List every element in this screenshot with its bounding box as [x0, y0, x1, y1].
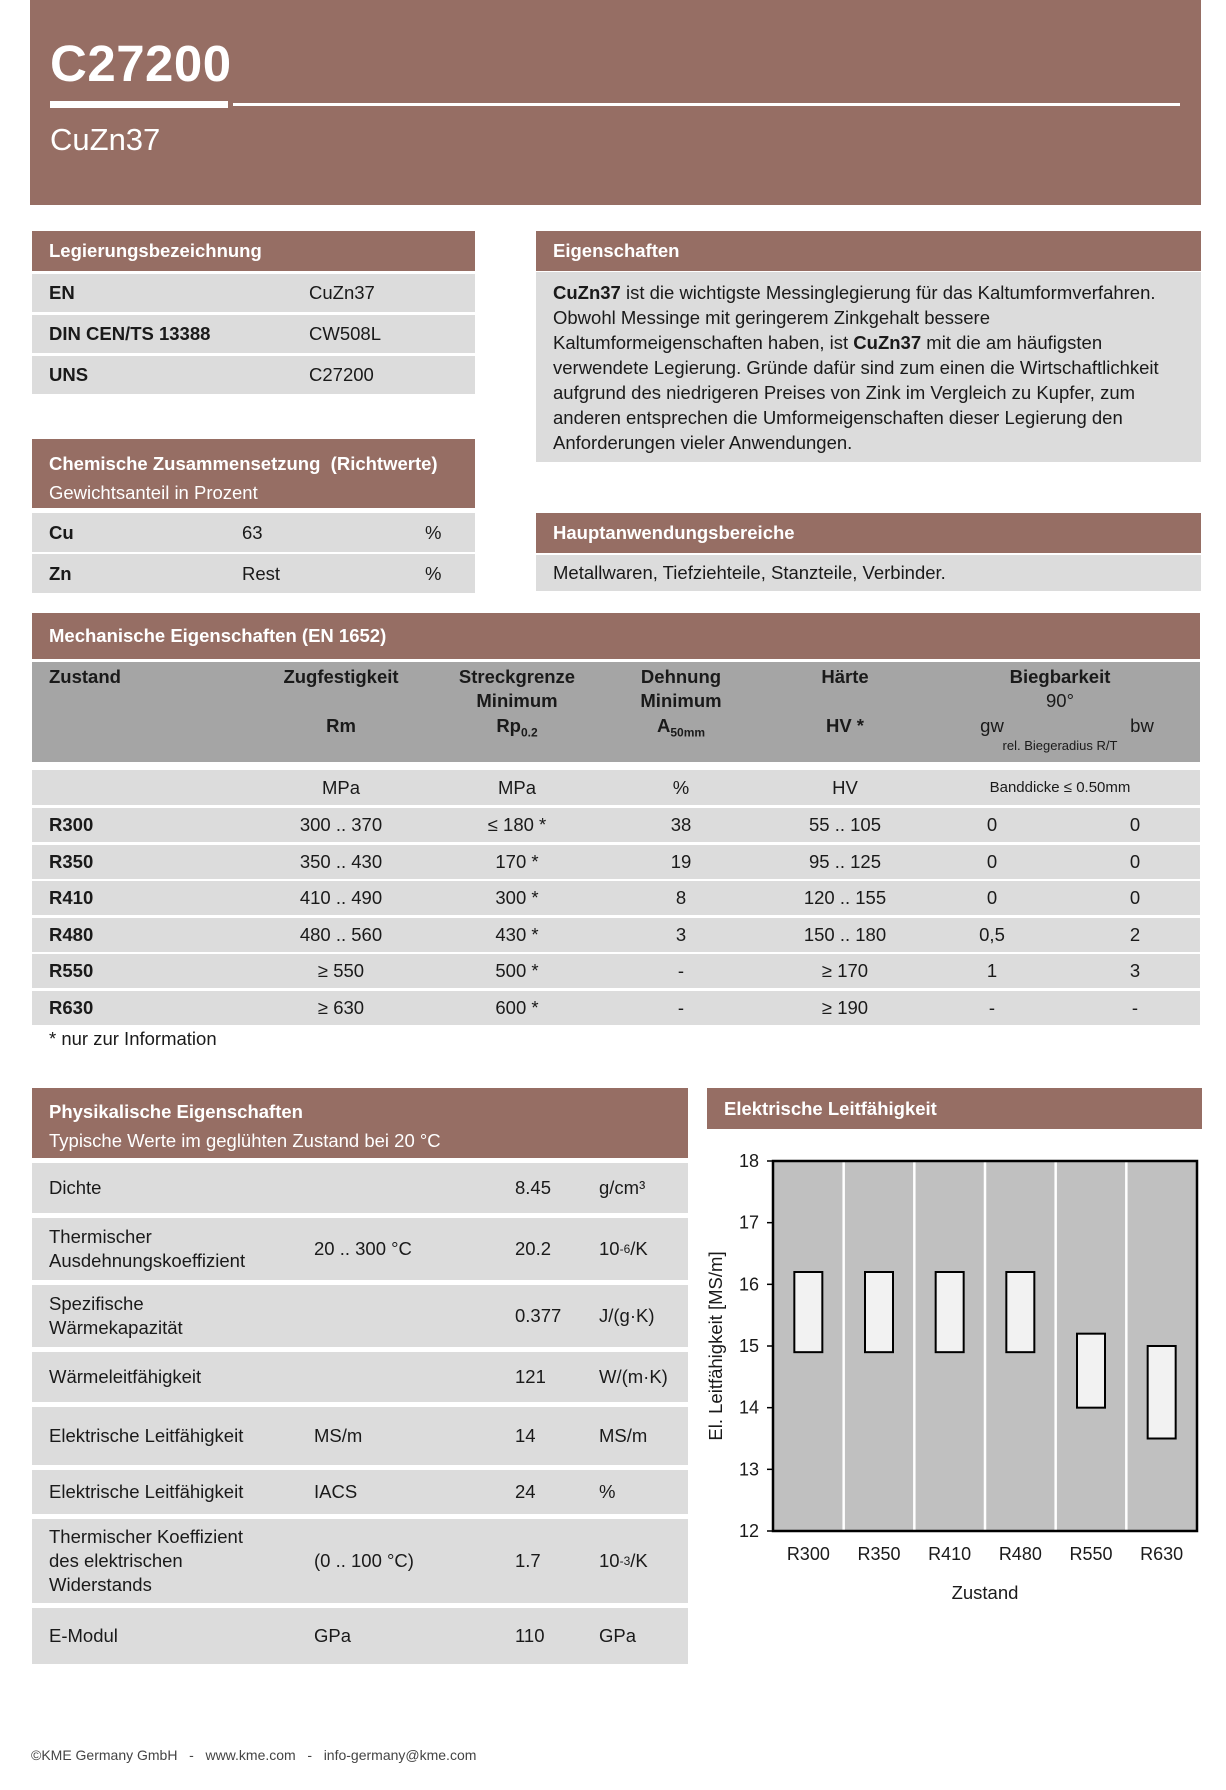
footer-text: ©KME Germany GmbH - www.kme.com - info-germany@kme.com — [31, 1747, 477, 1763]
physical-label: Dichte — [49, 1177, 102, 1198]
chart-range-box-r480 — [1006, 1272, 1034, 1352]
physical-value: 1.7 — [515, 1550, 541, 1571]
properties-text-part: ist die wichtigste Messinglegierung für das Kaltumformverfahren. Obwohl Messinge mit geringerem Zinkgehalt bessere Kaltumformeigenschaften haben, ist — [553, 282, 1156, 353]
designation-value: CuZn37 — [309, 282, 375, 303]
chart-range-box-r630 — [1148, 1346, 1176, 1439]
physical-row — [32, 1407, 688, 1465]
row-rp: ≤ 180 * — [487, 814, 547, 835]
physical-value: 20.2 — [515, 1238, 552, 1259]
col-rm: Rm — [326, 715, 356, 736]
composition-row — [32, 554, 475, 593]
element-unit: % — [425, 562, 442, 584]
physical-row — [32, 1285, 688, 1347]
conductivity-chart-heading — [707, 1088, 1202, 1129]
physical-value: 8.45 — [515, 1177, 552, 1198]
title-rule — [233, 103, 1180, 106]
composition-heading-text: Chemische Zusammensetzung (Richtwerte) — [49, 453, 438, 474]
physical-row — [32, 1608, 688, 1664]
row-rm: 300 .. 370 — [299, 814, 383, 835]
unit-base: 10 — [599, 1550, 620, 1571]
designation-value: CW508L — [309, 323, 381, 344]
alloy-name-bold: CuZn37 — [853, 332, 922, 353]
col-a: A — [656, 715, 671, 736]
chart-y-tick-label: 13 — [738, 1459, 759, 1480]
row-zustand: R350 — [49, 850, 94, 872]
row-bw: 3 — [1129, 960, 1141, 981]
unit-rest: /K — [630, 1550, 648, 1571]
physical-row — [32, 1470, 688, 1514]
row-a: - — [677, 960, 685, 981]
chart-x-tick-label: R350 — [857, 1544, 901, 1564]
title-underline — [50, 101, 228, 108]
composition-heading — [32, 439, 475, 508]
title-banner — [30, 0, 1201, 205]
row-gw: - — [988, 996, 996, 1018]
mechanical-table-row — [32, 954, 1200, 988]
row-rp: 600 * — [495, 996, 539, 1018]
page-title: C27200 — [50, 35, 232, 92]
designation-heading — [32, 231, 475, 271]
chart-y-tick-label: 14 — [738, 1397, 759, 1418]
row-rm: ≥ 550 — [317, 960, 365, 981]
physical-unit: GPa — [599, 1625, 637, 1646]
physical-condition: IACS — [314, 1481, 358, 1502]
physical-condition: MS/m — [314, 1425, 363, 1446]
row-gw: 0,5 — [979, 923, 1005, 945]
row-hv: ≥ 170 — [821, 960, 869, 981]
element-label: Zn — [49, 562, 72, 584]
composition-row — [32, 513, 475, 552]
row-rm: 410 .. 490 — [299, 887, 383, 908]
physical-unit — [599, 1218, 648, 1280]
row-bw: 0 — [1129, 887, 1141, 908]
designation-row — [32, 315, 475, 353]
physical-label: Elektrische Leitfähigkeit — [49, 1481, 244, 1502]
row-zustand: R630 — [49, 996, 94, 1018]
physical-label: Wärmeleitfähigkeit — [49, 1366, 202, 1387]
col-streckgrenze-min: Minimum — [476, 690, 558, 711]
row-a: 19 — [670, 850, 692, 872]
chart-range-box-r410 — [936, 1272, 964, 1352]
unit-a: % — [672, 776, 690, 798]
element-unit: % — [425, 521, 442, 543]
physical-unit: g/cm³ — [599, 1177, 646, 1198]
element-value: 63 — [242, 521, 263, 543]
row-zustand: R300 — [49, 814, 94, 835]
composition-subheading: Gewichtsanteil in Prozent — [49, 482, 258, 503]
unit-rp: MPa — [497, 776, 537, 798]
row-hv: 150 .. 180 — [803, 923, 887, 945]
physical-heading-text: Physikalische Eigenschaften — [49, 1101, 303, 1122]
physical-value: 0.377 — [515, 1305, 562, 1326]
physical-value: 24 — [515, 1481, 536, 1502]
designation-row — [32, 356, 475, 394]
row-gw: 1 — [986, 960, 998, 981]
physical-row — [32, 1352, 688, 1402]
properties-heading — [536, 231, 1201, 271]
chart-y-tick-label: 17 — [738, 1212, 759, 1233]
row-hv: 120 .. 155 — [803, 887, 887, 908]
col-gw: gw — [980, 715, 1004, 736]
row-rm: ≥ 630 — [317, 996, 365, 1018]
unit-exponent: -3 — [619, 1554, 631, 1568]
mechanical-table-row — [32, 918, 1200, 952]
physical-unit — [599, 1519, 648, 1603]
designation-heading-text: Legierungsbezeichnung — [49, 240, 262, 261]
row-gw: 0 — [986, 850, 998, 872]
physical-unit: W/(m·K) — [599, 1366, 668, 1387]
row-rm: 350 .. 430 — [299, 850, 383, 872]
page-subtitle: CuZn37 — [50, 122, 161, 157]
mechanical-table-row — [32, 845, 1200, 879]
mechanical-table-row — [32, 808, 1200, 842]
chart-y-axis-label: El. Leitfähigkeit [MS/m] — [705, 1251, 726, 1441]
physical-value: 121 — [515, 1366, 546, 1387]
physical-label: Spezifische Wärmekapazität — [49, 1293, 183, 1338]
physical-heading — [32, 1088, 688, 1158]
physical-label: Elektrische Leitfähigkeit — [49, 1425, 244, 1446]
chart-x-tick-label: R410 — [928, 1544, 972, 1564]
col-angle: 90° — [1046, 690, 1074, 711]
row-bw: 0 — [1129, 814, 1141, 835]
chart-x-tick-label: R550 — [1069, 1544, 1113, 1564]
row-rp: 500 * — [495, 960, 539, 981]
unit-base: 10 — [599, 1238, 620, 1259]
physical-row — [32, 1519, 688, 1603]
chart-range-box-r350 — [865, 1272, 893, 1352]
row-hv: 95 .. 125 — [808, 850, 881, 872]
chart-x-tick-label: R630 — [1140, 1544, 1184, 1564]
physical-label: Thermischer Koeffizient des elektrischen Widerstands — [49, 1526, 243, 1595]
properties-text — [536, 272, 1201, 462]
physical-unit: % — [599, 1481, 616, 1502]
mechanical-units-row — [32, 770, 1200, 805]
designation-value: C27200 — [309, 364, 374, 385]
physical-condition: 20 .. 300 °C — [314, 1238, 412, 1259]
row-a: 38 — [670, 814, 692, 835]
row-rp: 430 * — [495, 923, 539, 945]
col-haerte: Härte — [821, 666, 869, 687]
chart-x-tick-label: R300 — [786, 1544, 830, 1564]
col-rp: Rp — [496, 715, 521, 736]
physical-row — [32, 1163, 688, 1213]
element-value: Rest — [242, 562, 281, 584]
row-rm: 480 .. 560 — [299, 923, 383, 945]
chart-y-tick-label: 16 — [738, 1274, 759, 1295]
conductivity-chart-svg — [700, 1140, 1200, 1610]
row-a: 3 — [675, 923, 687, 945]
mechanical-table-header — [32, 662, 1200, 762]
physical-subheading: Typische Werte im geglühten Zustand bei 20 °C — [49, 1130, 441, 1151]
col-streckgrenze: Streckgrenze — [458, 666, 576, 687]
col-rp-sub: 0.2 — [520, 725, 538, 740]
chart-x-tick-label: R480 — [998, 1544, 1042, 1564]
col-zustand: Zustand — [49, 666, 121, 687]
chart-y-tick-label: 18 — [738, 1151, 759, 1171]
col-zugfestigkeit: Zugfestigkeit — [283, 666, 399, 687]
chart-y-tick-label: 12 — [738, 1521, 759, 1541]
row-zustand: R550 — [49, 960, 94, 981]
col-hv: HV * — [825, 715, 865, 736]
conductivity-chart-heading-text: Elektrische Leitfähigkeit — [724, 1098, 937, 1119]
designation-label: DIN CEN/TS 13388 — [49, 323, 211, 344]
col-a-sub: 50mm — [670, 725, 706, 740]
physical-row — [32, 1218, 688, 1280]
applications-text: Metallwaren, Tiefziehteile, Stanzteile, Verbinder. — [553, 562, 946, 583]
element-label: Cu — [49, 521, 74, 543]
row-hv: 55 .. 105 — [808, 814, 881, 835]
properties-heading-text: Eigenschaften — [553, 240, 680, 261]
designation-label: UNS — [49, 364, 89, 385]
row-rp: 170 * — [495, 850, 539, 872]
alloy-name-bold: CuZn37 — [553, 282, 621, 303]
col-dehnung: Dehnung — [640, 666, 722, 687]
applications-row — [536, 555, 1201, 591]
col-radius: rel. Biegeradius R/T — [1002, 738, 1118, 753]
physical-label: Thermischer Ausdehnungskoeffizient — [49, 1226, 246, 1271]
row-hv: ≥ 190 — [821, 996, 869, 1018]
row-gw: 0 — [986, 887, 998, 908]
properties-text-part: mit die am häufigsten verwendete Legierung. Gründe dafür sind zum einen die Wirtschaftlichkeit aufgrund des niedrigeren Preises von Zink im Vergleich zu Kupfer, zum anderen entsprechen die Umformeigenschaften dieser Legierung den Anforderungen vieler Anwendungen. — [553, 332, 1159, 453]
designation-label: EN — [49, 282, 75, 303]
applications-heading — [536, 513, 1201, 553]
physical-value: 14 — [515, 1425, 536, 1446]
physical-unit: J/(g·K) — [599, 1305, 655, 1326]
unit-hv: HV — [832, 776, 858, 798]
applications-heading-text: Hauptanwendungsbereiche — [553, 522, 795, 543]
conductivity-chart — [700, 1140, 1200, 1610]
chart-range-box-r550 — [1077, 1334, 1105, 1408]
unit-exponent: -6 — [619, 1242, 631, 1256]
physical-unit: MS/m — [599, 1425, 648, 1446]
row-bw: 0 — [1129, 850, 1141, 872]
col-biegbarkeit: Biegbarkeit — [1009, 666, 1111, 687]
physical-condition: GPa — [314, 1625, 352, 1646]
mechanical-table-row — [32, 991, 1200, 1025]
row-zustand: R480 — [49, 923, 94, 945]
unit-rest: /K — [630, 1238, 648, 1259]
chart-range-box-r300 — [794, 1272, 822, 1352]
col-dehnung-min: Minimum — [640, 690, 722, 711]
physical-label: E-Modul — [49, 1625, 118, 1646]
row-a: 8 — [675, 887, 687, 908]
row-a: - — [677, 996, 685, 1018]
physical-value: 110 — [515, 1625, 545, 1646]
row-rp: 300 * — [495, 887, 539, 908]
row-bw: 2 — [1129, 923, 1141, 945]
row-gw: 0 — [986, 814, 998, 835]
designation-row — [32, 274, 475, 312]
col-bw: bw — [1130, 715, 1154, 736]
unit-band: Banddicke ≤ 0.50mm — [989, 779, 1131, 796]
footnote: * nur zur Information — [49, 1028, 217, 1049]
chart-y-tick-label: 15 — [738, 1336, 759, 1356]
unit-rm: MPa — [321, 776, 361, 798]
mechanical-heading — [32, 613, 1200, 659]
chart-x-axis-label: Zustand — [951, 1582, 1019, 1603]
row-zustand: R410 — [49, 887, 94, 908]
row-bw: - — [1131, 996, 1139, 1018]
mechanical-heading-text: Mechanische Eigenschaften (EN 1652) — [49, 625, 387, 646]
mechanical-table-row — [32, 881, 1200, 915]
physical-condition: (0 .. 100 °C) — [314, 1550, 414, 1571]
